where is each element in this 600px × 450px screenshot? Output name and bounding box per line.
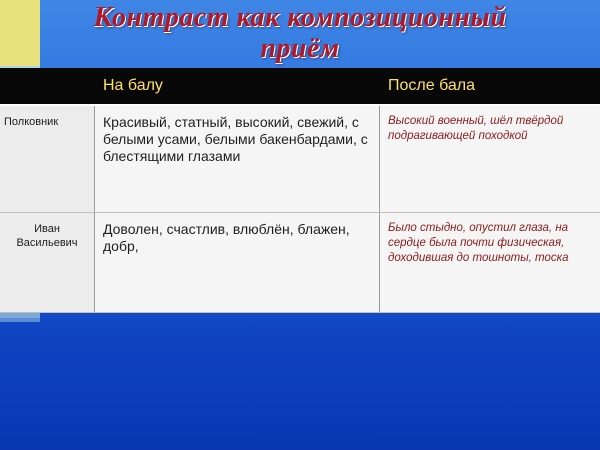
table-row bbox=[0, 106, 600, 213]
table-row bbox=[0, 213, 600, 313]
table-cell-at-ball: Красивый, статный, высокий, свежий, с белыми усами, белыми бакенбардами, с блестящими глазами bbox=[95, 106, 380, 212]
left-decor-rule bbox=[0, 318, 40, 322]
table-header-at-ball: На балу bbox=[103, 77, 163, 94]
table-header-empty bbox=[0, 68, 95, 104]
table-header-after-ball: После бала bbox=[388, 77, 476, 94]
slide-title-line1: Контраст как композиционный bbox=[93, 2, 507, 33]
comparison-table bbox=[0, 68, 600, 313]
slide-title bbox=[0, 2, 600, 64]
slide-title-line2: приём bbox=[260, 33, 340, 64]
table-cell-after-ball: Высокий военный, шёл твёрдой подрагивающей походкой bbox=[380, 106, 600, 212]
table-cell-name: Полковник bbox=[0, 106, 95, 212]
table-cell-after-ball: Было стыдно, опустил глаза, на сердце была почти физическая, доходившая до тошноты, тоска bbox=[380, 213, 600, 312]
table-cell-at-ball: Доволен, счастлив, влюблён, блажен, добр, bbox=[95, 213, 380, 312]
table-cell-name: Иван Васильевич bbox=[0, 213, 95, 312]
table-header-row bbox=[0, 68, 600, 106]
